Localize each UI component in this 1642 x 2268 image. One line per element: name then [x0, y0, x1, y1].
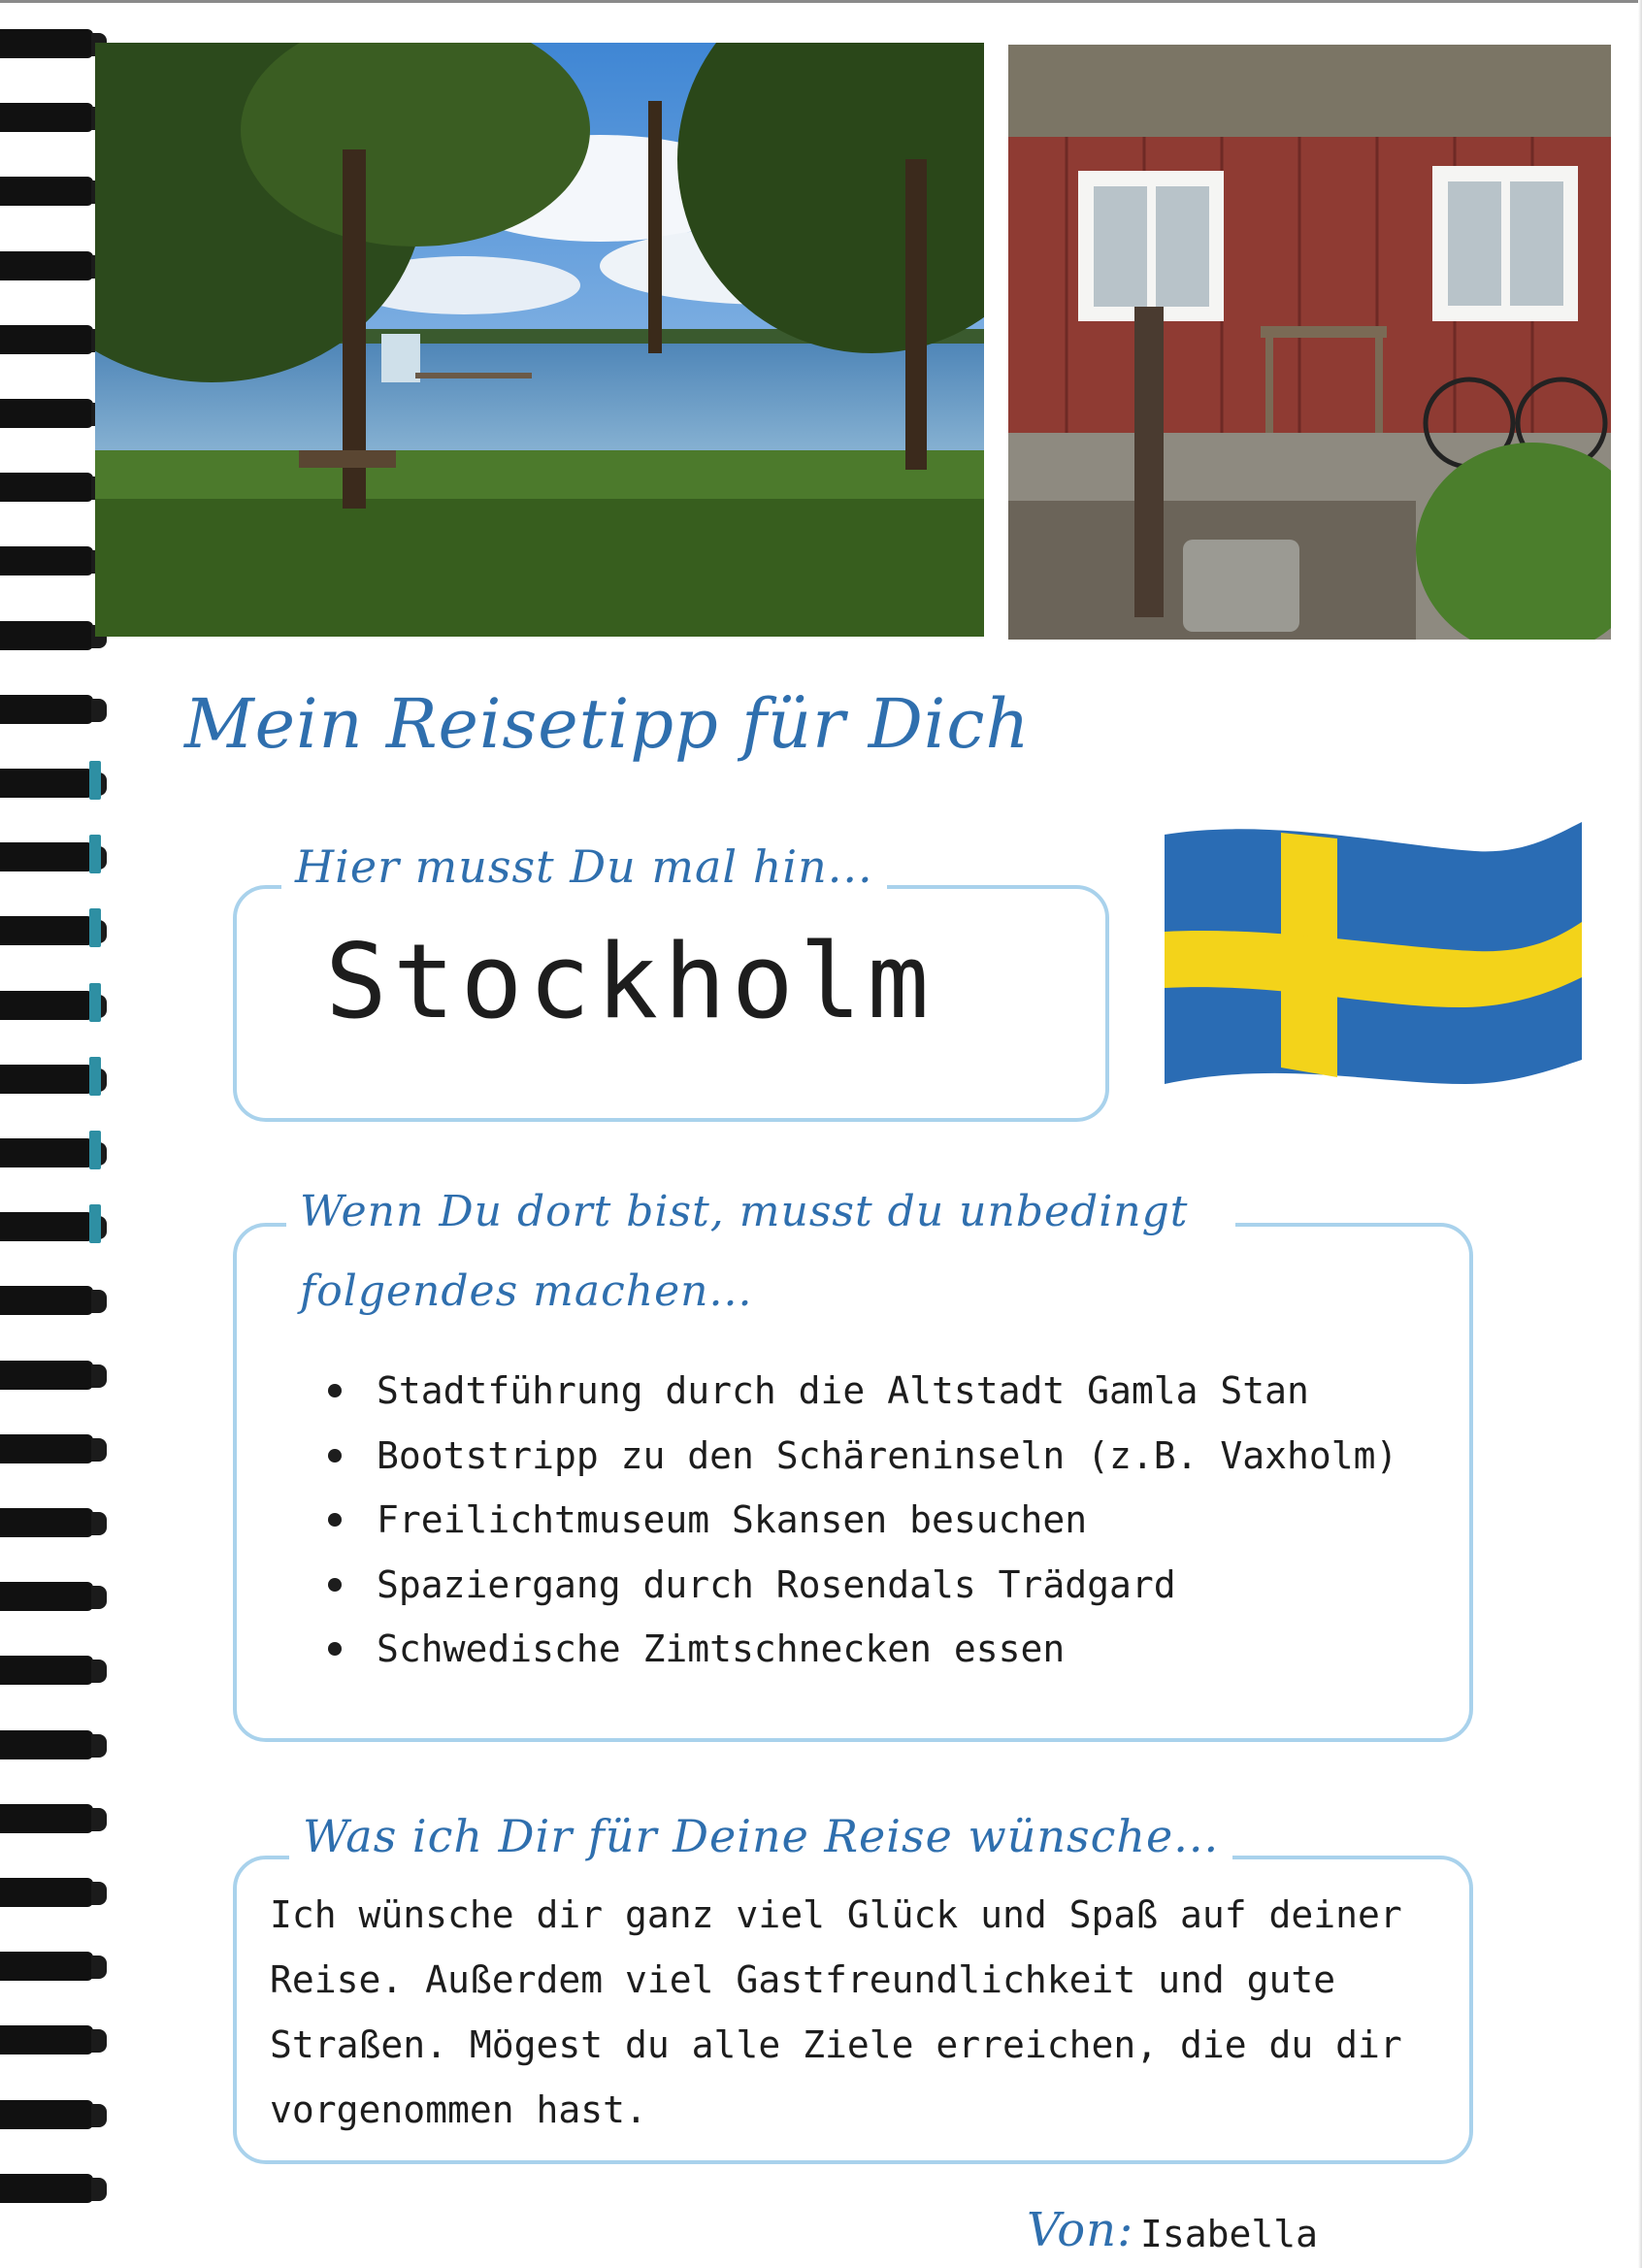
binding-hole	[89, 908, 101, 947]
bullet-icon	[328, 1449, 342, 1463]
binding-ring	[0, 1656, 93, 1685]
binding-ring	[0, 29, 93, 58]
binding-hole	[89, 1131, 101, 1169]
binding-ring	[0, 695, 93, 724]
bullet-icon	[328, 1384, 342, 1397]
binding-hole	[89, 761, 101, 800]
list-item	[328, 1424, 1397, 1489]
binding-ring	[0, 1286, 93, 1315]
cottage-photo	[1008, 45, 1611, 640]
list-item	[328, 1359, 1397, 1424]
city-name: Stockholm	[325, 922, 936, 1041]
binding-ring	[0, 177, 93, 206]
binding-ring	[0, 1434, 93, 1463]
binding-ring	[0, 1878, 93, 1907]
page-top-edge	[0, 0, 1642, 3]
binding-ring	[0, 2100, 93, 2129]
binding-ring	[0, 1582, 93, 1611]
list-item	[328, 1488, 1397, 1553]
binding-hole	[89, 835, 101, 873]
swedish-flag-icon	[1155, 817, 1587, 1128]
binding-ring	[0, 1804, 93, 1833]
binding-ring	[0, 1138, 93, 1167]
binding-ring	[0, 621, 93, 650]
binding-hole	[89, 1057, 101, 1096]
binding-ring	[0, 842, 93, 871]
binding-ring	[0, 916, 93, 945]
bullet-icon	[328, 1578, 342, 1592]
binding-ring	[0, 769, 93, 798]
page-title: Mein Reisetipp für Dich	[184, 684, 1031, 764]
binding-ring	[0, 1952, 93, 1981]
binding-ring	[0, 399, 93, 428]
author-name: Isabella	[1140, 2213, 1319, 2255]
destination-label: Hier musst Du mal hin...	[281, 840, 887, 893]
lake-photo	[95, 43, 984, 637]
binding-ring	[0, 1212, 93, 1241]
page-right-edge	[1638, 0, 1642, 2268]
binding-ring	[0, 546, 93, 575]
binding-hole	[89, 983, 101, 1022]
list-item	[328, 1553, 1397, 1618]
binding-ring	[0, 103, 93, 132]
bullet-icon	[328, 1642, 342, 1656]
todo-label: Wenn Du dort bist, musst du unbedingt folgendes machen...	[286, 1172, 1235, 1331]
binding-ring	[0, 2174, 93, 2203]
binding-hole	[89, 1204, 101, 1243]
binding-ring	[0, 473, 93, 502]
wish-text: Ich wünsche dir ganz viel Glück und Spaß auf deiner Reise. Außerdem viel Gastfreundlichkeit und gute Straßen. Mögest du alle Ziele erreichen, die du dir vorgenommen hast.	[270, 1893, 1402, 2131]
list-item-text: Schwedische Zimtschnecken essen	[377, 1627, 1066, 1670]
bullet-icon	[328, 1513, 342, 1527]
list-item-text: Bootstripp zu den Schäreninseln (z.B. Vaxholm)	[377, 1433, 1398, 1477]
list-item-text: Freilichtmuseum Skansen besuchen	[377, 1498, 1088, 1541]
from-label: Von:	[1027, 2203, 1134, 2257]
wish-label: Was ich Dir für Deine Reise wünsche...	[289, 1810, 1232, 1862]
list-item	[328, 1617, 1397, 1682]
binding-ring	[0, 325, 93, 354]
binding-ring	[0, 991, 93, 1020]
todo-list	[328, 1359, 1397, 1682]
binding-ring	[0, 1065, 93, 1094]
binding-ring	[0, 1361, 93, 1390]
binding-ring	[0, 251, 93, 280]
list-item-text: Stadtführung durch die Altstadt Gamla Stan	[377, 1369, 1309, 1412]
list-item-text: Spaziergang durch Rosendals Trädgard	[377, 1562, 1176, 1606]
binding-ring	[0, 2025, 93, 2054]
binding-ring	[0, 1508, 93, 1537]
binding-ring	[0, 1730, 93, 1759]
